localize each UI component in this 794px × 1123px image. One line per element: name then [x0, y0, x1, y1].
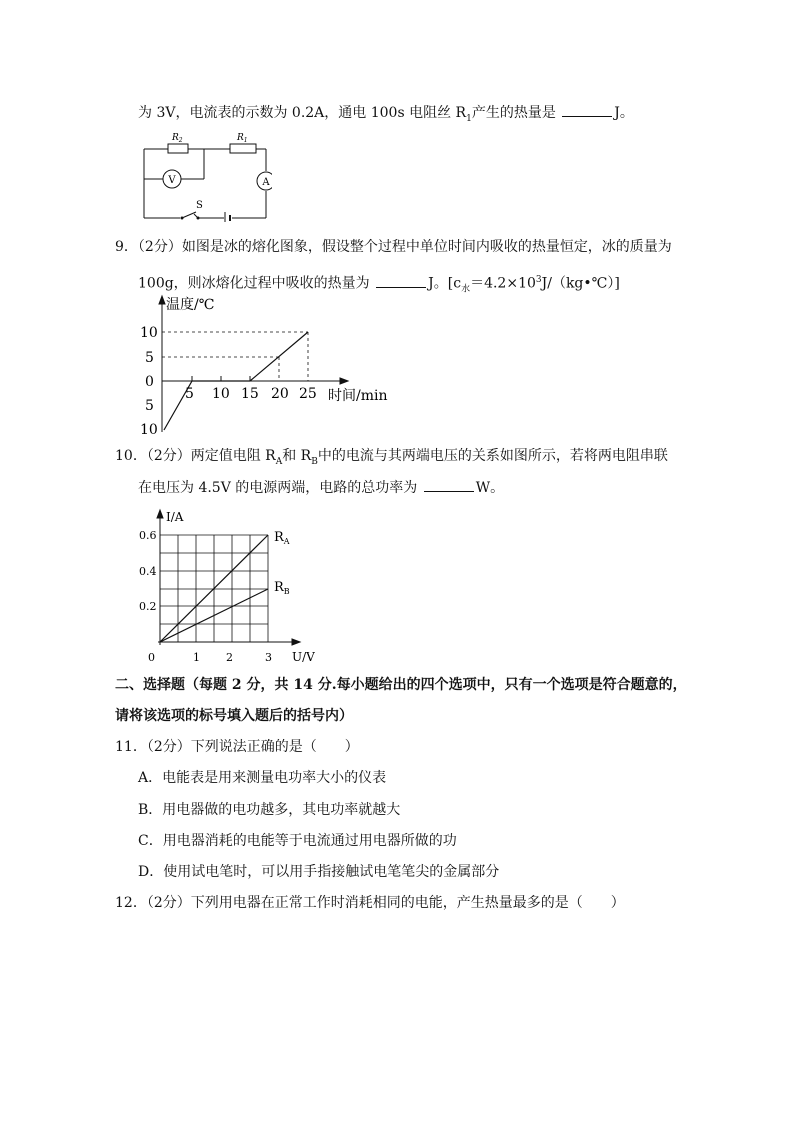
- q11-stem: 11．（2分）下列说法正确的是（ ）: [115, 739, 359, 755]
- y-tick: 0.2: [139, 600, 157, 613]
- switch-label: S: [196, 200, 203, 211]
- y-tick: 0: [145, 374, 154, 390]
- q8-circuit-diagram: [138, 126, 272, 222]
- switch: [182, 212, 196, 218]
- q9-line2: 100g，则冰熔化过程中吸收的热量为 J。$[c_水=4.2\times 10^3J/(kg•℃)]$: [138, 275, 620, 295]
- ammeter-label: A: [262, 177, 270, 188]
- x-tick: 15: [241, 386, 259, 402]
- r1-resistor: [230, 144, 256, 153]
- x-tick: 25: [299, 386, 317, 402]
- q12-stem: 12．（2分）下列用电器在正常工作时消耗相同的电能，产生热量最多的是（ ）: [115, 895, 625, 911]
- x-tick: 20: [271, 386, 289, 402]
- y-tick: 10: [140, 422, 158, 438]
- q11-option-d[interactable]: D．使用试电笔时，可以用手指接触试电笔笔尖的金属部分: [138, 864, 500, 880]
- y-tick: 0.6: [139, 529, 157, 542]
- y-tick: 0.4: [139, 565, 157, 578]
- section-2-heading-line1: 二、选择题（每题 2 分，共 14 分.每小题给出的四个选项中，只有一个选项是符合题意的，: [115, 677, 687, 693]
- section-2-heading-line2: 请将该选项的标号填入题后的括号内）: [115, 708, 353, 724]
- voltmeter-label: V: [168, 175, 176, 186]
- q9-melting-graph: [138, 292, 398, 442]
- q10-answer-blank[interactable]: [424, 478, 474, 492]
- y-tick: 5: [145, 350, 154, 366]
- q11-option-c[interactable]: C．用电器消耗的电能等于电流通过用电器所做的功: [138, 833, 457, 849]
- y-axis-label: I/A: [166, 510, 184, 524]
- r2-label: $R_2$: [172, 133, 183, 144]
- r2-resistor: [168, 144, 188, 153]
- rb-label: $R_B$: [274, 580, 290, 596]
- ra-label: $R_A$: [274, 530, 290, 546]
- y-axis-label: 温度/℃: [166, 297, 215, 313]
- q10-line1: 10．（2分）两定值电阻 $R_A$和 $R_B$中的电流与其两端电压的关系如图所示，若将两电阻串联: [115, 448, 668, 467]
- x-axis-label: U/V: [292, 650, 315, 664]
- q8-text: 为 3V，电流表的示数为 0.2A，通电 100s 电阻丝 $R_1$产生的热量是 J。: [138, 105, 634, 124]
- x-tick: 10: [212, 386, 230, 402]
- x-tick: 1: [193, 651, 200, 664]
- q9-line1: 9．（2分）如图是冰的熔化图象，假设整个过程中单位时间内吸收的热量恒定，冰的质量为: [115, 239, 672, 255]
- q9-answer-blank[interactable]: [376, 274, 426, 288]
- x-axis-label: 时间/min: [328, 388, 388, 404]
- q11-option-b[interactable]: B．用电器做的电功越多，其电功率就越大: [138, 802, 401, 818]
- q8-answer-blank[interactable]: [562, 103, 612, 117]
- q11-option-a[interactable]: A．电能表是用来测量电功率大小的仪表: [138, 770, 387, 786]
- x-tick: 5: [185, 386, 194, 402]
- x-tick: 0: [148, 651, 155, 664]
- r1-label: $R_1$: [237, 133, 248, 144]
- x-tick: 3: [265, 651, 272, 664]
- x-tick: 2: [226, 651, 233, 664]
- q10-iu-graph: [138, 505, 328, 667]
- y-tick: 5: [145, 398, 154, 414]
- y-tick: 10: [140, 325, 158, 341]
- q10-line2: 在电压为 4.5V 的电源两端，电路的总功率为 W。: [138, 480, 505, 496]
